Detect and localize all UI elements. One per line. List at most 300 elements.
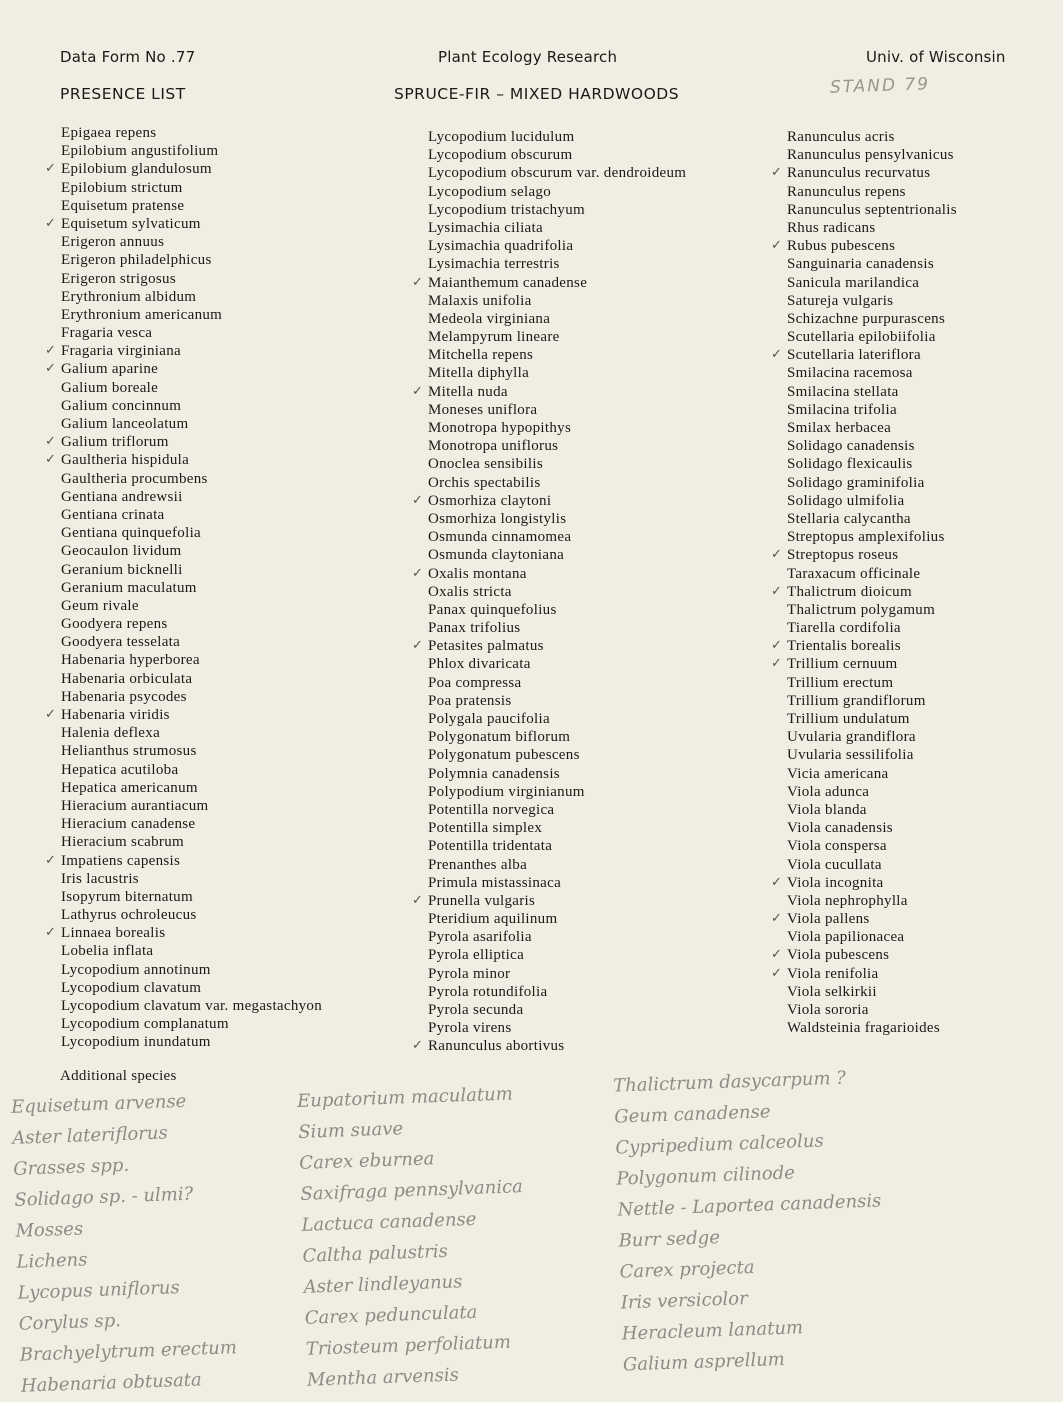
- species-item: [61, 651, 322, 669]
- check-mark-icon: ✓: [45, 452, 57, 468]
- species-name: Iris lacustris: [61, 870, 139, 887]
- handwritten-species: Sium suave: [297, 1118, 404, 1143]
- handwritten-species: Mosses: [15, 1218, 84, 1242]
- species-name: Lycopodium obscurum var. dendroideum: [428, 165, 687, 182]
- species-item: [61, 1015, 322, 1033]
- species-item: [428, 510, 686, 528]
- species-item: [428, 765, 686, 783]
- species-item: [787, 328, 957, 346]
- species-name: Uvularia sessilifolia: [787, 747, 914, 764]
- species-column-3: [771, 128, 957, 1037]
- species-name: Solidago canadensis: [787, 438, 915, 455]
- handwritten-species: Aster lateriflorus: [11, 1122, 169, 1149]
- species-name: Viola selkirkii: [787, 983, 877, 1000]
- species-item: [787, 128, 957, 146]
- species-item: [428, 946, 686, 964]
- species-name: Maianthemum canadense: [428, 274, 588, 291]
- species-item: [61, 270, 322, 288]
- species-column-1: [45, 124, 323, 1052]
- species-name: Potentilla simplex: [428, 820, 543, 837]
- species-name: Trientalis borealis: [787, 638, 901, 655]
- species-name: Rubus pubescens: [787, 238, 896, 255]
- species-name: Streptopus amplexifolius: [787, 529, 945, 546]
- species-name: Polypodium virginianum: [428, 783, 585, 800]
- species-item: [61, 979, 322, 997]
- species-item: [61, 779, 322, 797]
- species-item: [428, 965, 686, 983]
- species-name: Ranunculus abortivus: [428, 1038, 565, 1055]
- handwritten-species: Iris versicolor: [620, 1288, 749, 1314]
- species-name: Impatiens capensis: [61, 852, 181, 869]
- species-name: Lobelia inflata: [61, 943, 154, 960]
- species-name: Oxalis montana: [428, 565, 527, 582]
- species-item: [787, 292, 957, 310]
- handwritten-species: Cypripedium calceolus: [615, 1130, 825, 1159]
- species-name: Erigeron philadelphicus: [61, 252, 212, 269]
- species-name: Lycopodium tristachyum: [428, 201, 585, 218]
- species-name: Smilax herbacea: [787, 420, 892, 436]
- species-item: [61, 506, 322, 524]
- handwritten-species: Corylus sp.: [18, 1310, 122, 1335]
- species-name: Galium boreale: [61, 379, 159, 396]
- list-title: PRESENCE LIST: [60, 85, 186, 103]
- species-item: [412, 892, 686, 910]
- species-name: Helianthus strumosus: [61, 743, 197, 760]
- species-item: [428, 474, 686, 492]
- check-mark-icon: ✓: [45, 343, 57, 359]
- species-name: Ranunculus pensylvanicus: [787, 147, 954, 164]
- handwritten-species: Grasses spp.: [12, 1154, 130, 1180]
- organization: Plant Ecology Research: [438, 48, 618, 66]
- species-name: Equisetum pratense: [61, 197, 185, 214]
- species-item: [787, 565, 957, 583]
- species-item: [787, 364, 957, 382]
- species-name: Habenaria viridis: [61, 707, 170, 723]
- check-mark-icon: ✓: [771, 874, 783, 890]
- handwritten-species: Solidago sp. - ulmi?: [14, 1183, 194, 1211]
- species-name: Solidago graminifolia: [787, 474, 925, 491]
- handwritten-column-3: [613, 1061, 888, 1380]
- species-name: Viola cucullata: [787, 856, 882, 873]
- species-name: Trillium erectum: [787, 674, 894, 691]
- species-item: [428, 346, 686, 364]
- species-name: Pteridium aquilinum: [428, 911, 558, 928]
- species-name: Viola sororia: [787, 1002, 869, 1018]
- species-name: Halenia deflexa: [61, 725, 161, 742]
- species-name: Waldsteinia fragarioides: [787, 1020, 941, 1037]
- species-name: Poa compressa: [428, 674, 522, 691]
- species-item: [61, 251, 322, 269]
- species-item: [61, 397, 322, 415]
- species-name: Gaultheria procumbens: [61, 470, 208, 487]
- check-mark-icon: ✓: [771, 656, 783, 672]
- species-item: [787, 710, 957, 728]
- check-mark-icon: ✓: [412, 1038, 424, 1054]
- species-name: Galium concinnum: [61, 397, 182, 414]
- handwritten-species: Carex pedunculata: [304, 1301, 478, 1329]
- species-name: Potentilla tridentata: [428, 838, 553, 855]
- species-item: [61, 415, 322, 433]
- species-name: Pyrola elliptica: [428, 947, 525, 964]
- species-item: [61, 579, 322, 597]
- species-name: Gentiana quinquefolia: [61, 525, 202, 542]
- community-title: SPRUCE-FIR – MIXED HARDWOODS: [394, 85, 680, 103]
- species-name: Phlox divaricata: [428, 656, 531, 673]
- university: Univ. of Wisconsin: [866, 48, 1006, 66]
- check-mark-icon: ✓: [771, 947, 783, 963]
- species-item: [61, 815, 322, 833]
- species-name: Lycopodium clavatum var. megastachyon: [61, 998, 323, 1014]
- species-item: [428, 237, 686, 255]
- species-name: Scutellaria lateriflora: [787, 347, 921, 364]
- species-name: Trillium cernuum: [787, 656, 898, 673]
- species-name: Trillium grandiflorum: [787, 692, 926, 709]
- species-name: Galium triflorum: [61, 434, 169, 451]
- additional-species-label: Additional species: [60, 1068, 177, 1084]
- species-item: [787, 183, 957, 201]
- species-item: [787, 928, 957, 946]
- species-name: Monotropa hypopithys: [428, 420, 572, 436]
- species-name: Habenaria psycodes: [61, 688, 187, 705]
- species-item: [61, 324, 322, 342]
- species-item: [428, 619, 686, 637]
- species-item: [61, 724, 322, 742]
- check-mark-icon: ✓: [771, 638, 783, 654]
- species-item: [428, 655, 686, 673]
- species-item: [428, 928, 686, 946]
- species-item: [428, 601, 686, 619]
- species-name: Lycopodium clavatum: [61, 979, 202, 996]
- species-name: Pyrola minor: [428, 965, 511, 982]
- species-item: [787, 601, 957, 619]
- check-mark-icon: ✓: [412, 565, 424, 581]
- species-item: [61, 488, 322, 506]
- handwritten-column-1: [11, 1084, 239, 1401]
- species-item: [45, 706, 322, 724]
- species-name: Polygonatum biflorum: [428, 729, 571, 746]
- species-item: [61, 997, 322, 1015]
- species-name: Hieracium scabrum: [61, 834, 184, 851]
- check-mark-icon: ✓: [45, 852, 57, 868]
- species-item: [428, 674, 686, 692]
- stand-annotation: STAND 79: [829, 74, 931, 98]
- handwritten-species: Thalictrum dasycarpum ?: [612, 1067, 847, 1097]
- species-item: [61, 742, 322, 760]
- handwritten-species: Lycopus uniflorus: [17, 1277, 180, 1304]
- species-item: [428, 1019, 686, 1037]
- species-item: [787, 255, 957, 273]
- species-name: Polymnia canadensis: [428, 765, 560, 782]
- species-name: Lycopodium selago: [428, 183, 551, 200]
- species-item: [771, 655, 957, 673]
- species-item: [787, 401, 957, 419]
- species-item: [45, 433, 322, 451]
- species-item: [787, 746, 957, 764]
- species-item: [787, 492, 957, 510]
- species-name: Osmunda claytoniana: [428, 547, 565, 564]
- species-item: [428, 546, 686, 564]
- check-mark-icon: ✓: [412, 638, 424, 654]
- species-name: Osmorhiza claytoni: [428, 492, 552, 509]
- check-mark-icon: ✓: [45, 707, 57, 722]
- species-item: [428, 419, 686, 437]
- species-name: Geocaulon lividum: [61, 543, 182, 560]
- handwritten-species: Lichens: [16, 1249, 88, 1273]
- species-name: Schizachne purpurascens: [787, 310, 946, 327]
- species-item: [61, 142, 322, 160]
- species-name: Oxalis stricta: [428, 583, 512, 600]
- species-name: Epigaea repens: [61, 125, 157, 141]
- species-item: [45, 924, 322, 942]
- species-name: Smilacina trifolia: [787, 401, 897, 418]
- species-name: Smilacina racemosa: [787, 365, 913, 382]
- species-item: [428, 401, 686, 419]
- species-item: [45, 160, 322, 178]
- species-name: Linnaea borealis: [61, 925, 166, 942]
- species-item: [428, 710, 686, 728]
- species-name: Petasites palmatus: [428, 638, 544, 655]
- species-item: [771, 637, 957, 655]
- check-mark-icon: ✓: [45, 361, 57, 377]
- species-name: Lysimachia quadrifolia: [428, 238, 574, 255]
- species-item: [412, 1037, 686, 1055]
- species-item: [428, 455, 686, 473]
- species-item: [61, 633, 322, 651]
- species-item: [787, 528, 957, 546]
- species-item: [45, 215, 322, 233]
- species-item: [61, 1033, 322, 1051]
- species-item: [787, 674, 957, 692]
- species-name: Moneses uniflora: [428, 401, 538, 418]
- handwritten-species: Nettle - Laportea canadensis: [617, 1190, 882, 1221]
- species-name: Onoclea sensibilis: [428, 456, 543, 473]
- species-item: [61, 379, 322, 397]
- species-item: [787, 1019, 957, 1037]
- handwritten-species: Saxifraga pennsylvanica: [300, 1176, 524, 1205]
- species-name: Hieracium aurantiacum: [61, 797, 209, 814]
- species-item: [428, 783, 686, 801]
- handwritten-species: Aster lindleyanus: [303, 1271, 463, 1298]
- species-item: [428, 874, 686, 892]
- species-item: [45, 360, 322, 378]
- species-item: [61, 906, 322, 924]
- species-item: [61, 179, 322, 197]
- species-item: [428, 255, 686, 273]
- species-name: Viola adunca: [787, 783, 870, 800]
- species-item: [61, 670, 322, 688]
- handwritten-species: Carex eburnea: [298, 1148, 435, 1174]
- species-name: Taraxacum officinale: [787, 565, 921, 582]
- check-mark-icon: ✓: [412, 492, 424, 508]
- species-name: Erythronium americanum: [61, 306, 223, 323]
- species-item: [771, 910, 957, 928]
- species-name: Lysimachia ciliata: [428, 219, 543, 236]
- species-item: [61, 688, 322, 706]
- species-name: Primula mistassinaca: [428, 874, 562, 891]
- check-mark-icon: ✓: [45, 925, 57, 941]
- species-name: Viola pubescens: [787, 947, 890, 964]
- species-name: Prunella vulgaris: [428, 892, 536, 909]
- handwritten-species: Eupatorium maculatum: [296, 1083, 514, 1112]
- species-name: Solidago flexicaulis: [787, 456, 913, 473]
- species-name: Polygala paucifolia: [428, 711, 550, 727]
- species-item: [771, 164, 957, 182]
- species-column-2: [412, 128, 687, 1056]
- handwritten-species: Mentha arvensis: [306, 1364, 460, 1391]
- species-name: Viola canadensis: [787, 820, 893, 837]
- handwritten-species: Triosteum perfoliatum: [305, 1331, 512, 1360]
- species-name: Fragaria vesca: [61, 325, 153, 342]
- species-name: Trillium undulatum: [787, 711, 910, 727]
- species-name: Mitella diphylla: [428, 365, 530, 382]
- species-name: Ranunculus septentrionalis: [787, 201, 957, 218]
- species-name: Lycopodium inundatum: [61, 1034, 211, 1051]
- species-item: [428, 856, 686, 874]
- species-name: Sanicula marilandica: [787, 274, 920, 291]
- check-mark-icon: ✓: [771, 911, 783, 927]
- species-item: [787, 510, 957, 528]
- species-item: [428, 1001, 686, 1019]
- species-name: Erigeron strigosus: [61, 270, 176, 287]
- species-item: [428, 819, 686, 837]
- species-name: Medeola virginiana: [428, 310, 551, 327]
- species-item: [787, 728, 957, 746]
- species-name: Equisetum sylvaticum: [61, 215, 201, 232]
- species-name: Isopyrum biternatum: [61, 888, 193, 905]
- species-name: Panax quinquefolius: [428, 601, 557, 618]
- species-item: [428, 528, 686, 546]
- species-item: [412, 637, 686, 655]
- species-name: Lathyrus ochroleucus: [61, 907, 197, 924]
- species-name: Stellaria calycantha: [787, 510, 911, 527]
- species-item: [61, 888, 322, 906]
- species-name: Viola papilionacea: [787, 929, 905, 946]
- species-item: [61, 288, 322, 306]
- species-item: [61, 124, 322, 142]
- species-name: Sanguinaria canadensis: [787, 256, 934, 273]
- check-mark-icon: ✓: [412, 892, 424, 908]
- species-item: [45, 852, 322, 870]
- species-item: [428, 292, 686, 310]
- species-name: Geranium maculatum: [61, 579, 197, 596]
- species-item: [61, 470, 322, 488]
- species-item: [61, 197, 322, 215]
- species-item: [428, 328, 686, 346]
- species-item: [61, 542, 322, 560]
- check-mark-icon: ✓: [45, 434, 57, 450]
- species-name: Monotropa uniflorus: [428, 438, 559, 455]
- species-item: [771, 874, 957, 892]
- handwritten-species: Brachyelytrum erectum: [19, 1337, 238, 1366]
- species-item: [787, 783, 957, 801]
- species-item: [428, 310, 686, 328]
- species-item: [428, 801, 686, 819]
- species-item: [61, 524, 322, 542]
- handwritten-species: Burr sedge: [618, 1227, 721, 1252]
- species-name: Uvularia grandiflora: [787, 729, 916, 746]
- species-name: Mitchella repens: [428, 347, 534, 364]
- species-item: [787, 437, 957, 455]
- handwritten-species: Lactuca canadense: [301, 1208, 477, 1236]
- species-name: Hepatica acutiloba: [61, 761, 179, 778]
- species-name: Panax trifolius: [428, 620, 521, 637]
- species-item: [61, 797, 322, 815]
- species-item: [787, 619, 957, 637]
- species-name: Thalictrum polygamum: [787, 601, 936, 618]
- handwritten-species: Geum canadense: [613, 1101, 771, 1128]
- species-item: [428, 983, 686, 1001]
- species-item: [787, 201, 957, 219]
- species-item: [787, 474, 957, 492]
- species-name: Viola renifolia: [787, 965, 879, 982]
- species-name: Orchis spectabilis: [428, 474, 541, 491]
- check-mark-icon: ✓: [45, 215, 57, 231]
- species-name: Mitella nuda: [428, 383, 508, 400]
- species-item: [428, 128, 686, 146]
- check-mark-icon: ✓: [45, 161, 57, 177]
- species-name: Viola blanda: [787, 801, 867, 818]
- species-item: [428, 910, 686, 928]
- species-item: [787, 419, 957, 437]
- species-name: Smilacina stellata: [787, 383, 899, 400]
- species-name: Epilobium angustifolium: [61, 143, 219, 160]
- species-name: Habenaria orbiculata: [61, 670, 193, 687]
- species-name: Erigeron annuus: [61, 234, 165, 251]
- species-item: [428, 146, 686, 164]
- check-mark-icon: ✓: [771, 238, 783, 254]
- species-item: [61, 615, 322, 633]
- species-item: [428, 219, 686, 237]
- species-name: Goodyera repens: [61, 616, 168, 633]
- species-item: [787, 892, 957, 910]
- species-name: Fragaria virginiana: [61, 343, 181, 360]
- species-item: [787, 692, 957, 710]
- species-item: [771, 346, 957, 364]
- species-item: [61, 761, 322, 779]
- species-item: [428, 437, 686, 455]
- species-name: Prenanthes alba: [428, 856, 528, 873]
- species-name: Pyrola rotundifolia: [428, 983, 548, 1000]
- handwritten-species: Habenaria obtusata: [20, 1369, 203, 1397]
- species-item: [787, 837, 957, 855]
- species-item: [787, 455, 957, 473]
- species-name: Viola pallens: [787, 911, 870, 928]
- species-item: [412, 565, 686, 583]
- species-name: Lycopodium annotinum: [61, 961, 211, 978]
- species-name: Lycopodium complanatum: [61, 1016, 229, 1033]
- species-item: [412, 492, 686, 510]
- species-item: [787, 765, 957, 783]
- species-name: Galium lanceolatum: [61, 416, 189, 432]
- species-name: Epilobium glandulosum: [61, 161, 212, 178]
- check-mark-icon: ✓: [771, 347, 783, 363]
- species-name: Malaxis unifolia: [428, 292, 532, 309]
- species-name: Erythronium albidum: [61, 288, 197, 305]
- species-name: Gentiana andrewsii: [61, 488, 183, 505]
- species-name: Hieracium canadense: [61, 816, 196, 833]
- species-name: Viola conspersa: [787, 838, 887, 855]
- species-item: [787, 219, 957, 237]
- species-item: [45, 451, 322, 469]
- species-item: [61, 870, 322, 888]
- species-name: Osmorhiza longistylis: [428, 510, 567, 527]
- species-name: Satureja vulgaris: [787, 292, 894, 309]
- species-item: [61, 306, 322, 324]
- species-item: [787, 383, 957, 401]
- species-name: Ranunculus repens: [787, 183, 906, 200]
- species-name: Hepatica americanum: [61, 779, 198, 796]
- species-item: [412, 383, 686, 401]
